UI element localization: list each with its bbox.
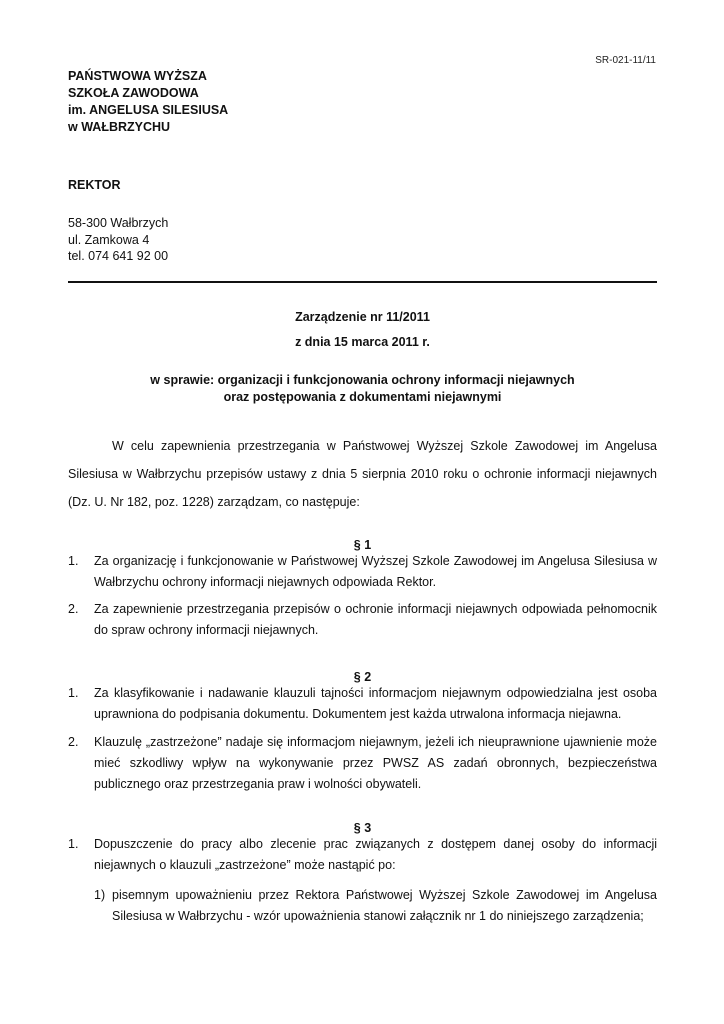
list-item xyxy=(68,834,657,876)
institution-line: im. ANGELUSA SILESIUSA xyxy=(68,103,229,117)
item-text: Za klasyfikowanie i nadawanie klauzuli tajności informacjom niejawnym odpowiedzialna jest osoba uprawniona do podpisania dokumentu. Dokumentem jest każda utrwalona informacja niejawna. xyxy=(94,686,657,721)
document-subject-line-1: w sprawie: organizacji i funkcjonowania ochrony informacji niejawnych xyxy=(150,373,575,387)
item-text: Za organizację i funkcjonowanie w Państwowej Wyższej Szkole Zawodowej im Angelusa Silesiusa w Wałbrzychu ochrony informacji niejawnych odpowiada Rektor. xyxy=(94,554,657,589)
institution-name xyxy=(68,68,228,136)
item-number: 2. xyxy=(68,735,79,749)
list-item xyxy=(68,551,657,593)
list-item xyxy=(68,683,657,725)
address-line: 58-300 Wałbrzych xyxy=(68,216,169,230)
item-number: 1. xyxy=(68,554,79,568)
intro-text: W celu zapewnienia przestrzegania w Państwowej Wyższej Szkole Zawodowej im Angelusa Silesiusa w Wałbrzychu przepisów ustawy z dnia 5 sierpnia 2010 roku o ochronie informacji niejawnych (Dz. U. Nr 182, poz. 1228) zarządzam, co następuje: xyxy=(68,439,657,509)
item-number: 1. xyxy=(68,837,79,851)
section-heading: § 3 xyxy=(353,821,372,835)
item-number: 2. xyxy=(68,602,79,616)
item-text: Dopuszczenie do pracy albo zlecenie prac związanych z dostępem danej osoby do informacji niejawnych o klauzuli „zastrzeżone” może nastąpić po: xyxy=(94,837,657,872)
rektor-label: REKTOR xyxy=(68,178,121,192)
document-title: Zarządzenie nr 11/2011 xyxy=(295,310,430,324)
section-heading: § 2 xyxy=(353,670,372,684)
section-heading: § 1 xyxy=(353,538,372,552)
intro-paragraph xyxy=(68,432,657,516)
institution-line: SZKOŁA ZAWODOWA xyxy=(68,86,199,100)
item-number: 1. xyxy=(68,686,79,700)
sub-item-text: pisemnym upoważnieniu przez Rektora Państwowej Wyższej Szkole Zawodowej im Angelusa Silesiusa w Wałbrzychu - wzór upoważnienia stanowi załącznik nr 1 do niniejszego zarządzenia; xyxy=(112,888,657,923)
document-reference-number: SR-021-11/11 xyxy=(595,55,656,66)
header-divider xyxy=(68,281,657,283)
address-block xyxy=(68,215,168,265)
list-item xyxy=(68,599,657,641)
document-date: z dnia 15 marca 2011 r. xyxy=(295,335,430,349)
sub-list-item xyxy=(94,885,657,927)
item-text: Klauzulę „zastrzeżone” nadaje się informacjom niejawnym, jeżeli ich nieuprawnione ujawnienie może mieć szkodliwy wpływ na wykonywanie przez PWSZ AS zadań obronnych, bezpieczeństwa publicznego oraz przestrzegania praw i wolności obywateli. xyxy=(94,735,657,791)
institution-line: w WAŁBRZYCHU xyxy=(68,120,171,134)
list-item xyxy=(68,732,657,795)
address-line: tel. 074 641 92 00 xyxy=(68,249,169,263)
sub-item-number: 1) xyxy=(94,888,106,902)
document-subject-line-2: oraz postępowania z dokumentami niejawnymi xyxy=(223,390,502,404)
item-text: Za zapewnienie przestrzegania przepisów o ochronie informacji niejawnych odpowiada pełnomocnik do spraw ochrony informacji niejawnych. xyxy=(94,602,657,637)
institution-line: PAŃSTWOWA WYŻSZA xyxy=(68,69,207,83)
address-line: ul. Zamkowa 4 xyxy=(68,232,150,247)
